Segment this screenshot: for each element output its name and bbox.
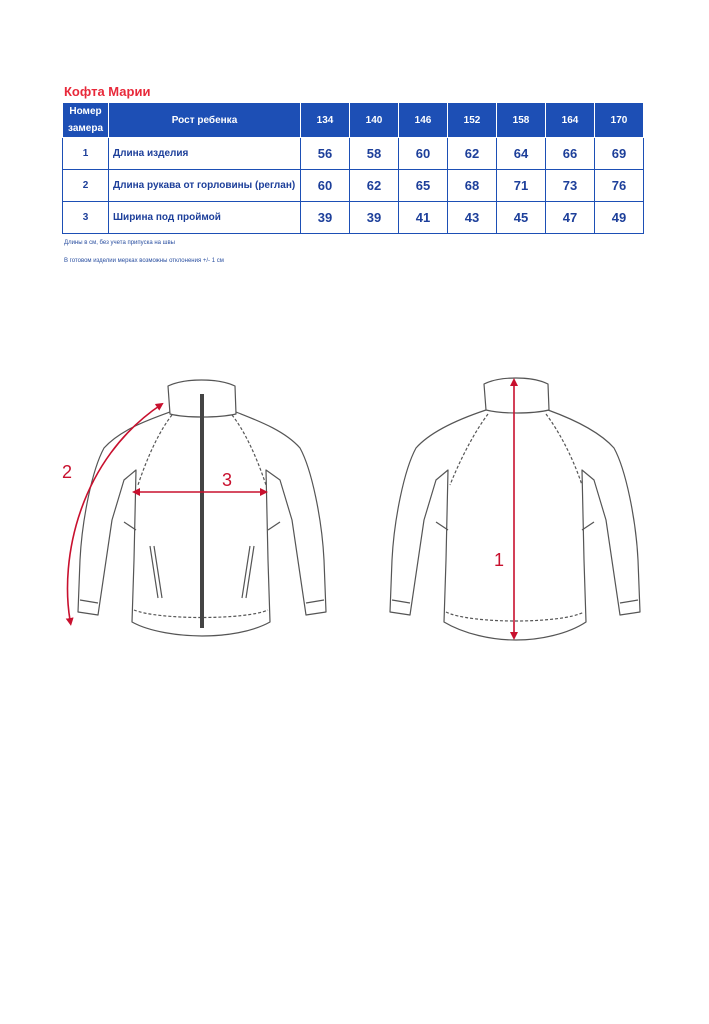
row-number: 3 xyxy=(63,202,109,234)
cell-value: 62 xyxy=(350,170,399,202)
cell-value: 43 xyxy=(448,202,497,234)
row-number: 2 xyxy=(63,170,109,202)
row-number: 1 xyxy=(63,138,109,170)
cell-value: 66 xyxy=(546,138,595,170)
header-size: 170 xyxy=(595,103,644,138)
cell-value: 69 xyxy=(595,138,644,170)
row-name: Длина изделия xyxy=(109,138,301,170)
note-units: Длины в см, без учета припуска на швы xyxy=(64,240,175,246)
cell-value: 60 xyxy=(399,138,448,170)
jacket-back xyxy=(390,378,640,640)
header-size: 146 xyxy=(399,103,448,138)
cell-value: 68 xyxy=(448,170,497,202)
note-tolerance: В готовом изделии мерках возможны отклонения +/- 1 см xyxy=(64,258,224,264)
page-title: Кофта Марии xyxy=(64,84,151,99)
header-measure-number: Номер замера xyxy=(63,103,109,138)
cell-value: 71 xyxy=(497,170,546,202)
cell-value: 49 xyxy=(595,202,644,234)
header-size: 140 xyxy=(350,103,399,138)
cell-value: 41 xyxy=(399,202,448,234)
cell-value: 64 xyxy=(497,138,546,170)
cell-value: 73 xyxy=(546,170,595,202)
cell-value: 39 xyxy=(350,202,399,234)
cell-value: 62 xyxy=(448,138,497,170)
header-size: 164 xyxy=(546,103,595,138)
label-measure-3: 3 xyxy=(222,470,233,490)
cell-value: 56 xyxy=(301,138,350,170)
row-name: Ширина под проймой xyxy=(109,202,301,234)
header-size: 158 xyxy=(497,103,546,138)
label-measure-2: 2 xyxy=(62,462,73,482)
cell-value: 45 xyxy=(497,202,546,234)
cell-value: 60 xyxy=(301,170,350,202)
cell-value: 65 xyxy=(399,170,448,202)
cell-value: 39 xyxy=(301,202,350,234)
cell-value: 76 xyxy=(595,170,644,202)
row-name: Длина рукава от горловины (реглан) xyxy=(109,170,301,202)
jacket-front xyxy=(78,380,326,636)
cell-value: 47 xyxy=(546,202,595,234)
header-size: 134 xyxy=(301,103,350,138)
header-size: 152 xyxy=(448,103,497,138)
label-measure-1: 1 xyxy=(494,550,505,570)
header-height: Рост ребенка xyxy=(109,103,301,138)
cell-value: 58 xyxy=(350,138,399,170)
